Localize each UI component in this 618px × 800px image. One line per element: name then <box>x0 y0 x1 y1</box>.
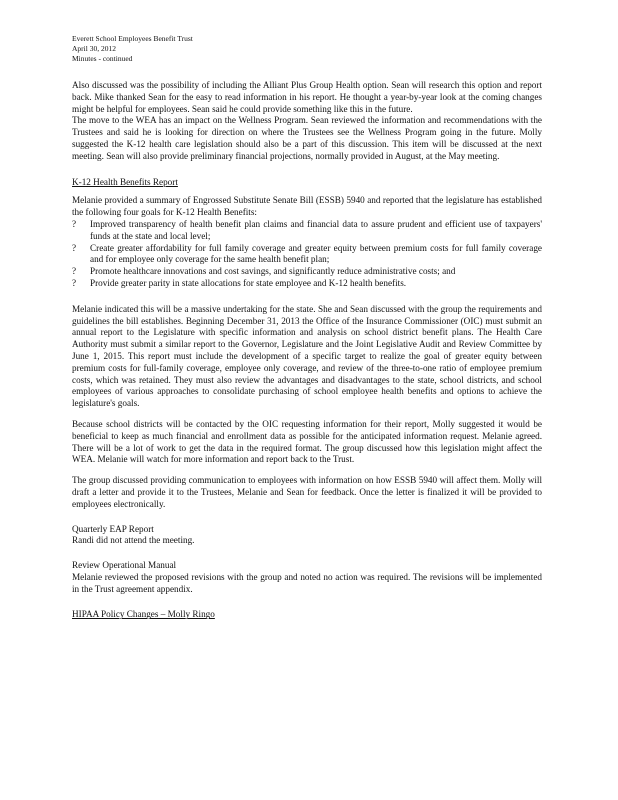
section-heading-hipaa: HIPAA Policy Changes – Molly Ringo <box>72 609 215 620</box>
paragraph-oic-data: Because school districts will be contacted by the OIC requesting information for their report, Molly suggested it would be beneficial to keep as much financial and enrollment data as possible for the anticipated information request. Melanie agreed. There will be a lot of work to get the data in the required format. The group discussed how this legislation might affect the WEA. Melanie will watch for more information and report back to the Trust. <box>72 418 542 465</box>
section-title-operational-manual: Review Operational Manual <box>72 560 177 571</box>
header-minutes-label: Minutes - continued <box>72 54 133 63</box>
paragraph-wellness-program: The move to the WEA has an impact on the Wellness Program. Sean reviewed the information and recommendations with the Trustees and said he is looking for direction on where the Trustees see the Wellness Program going in the future. Molly suggested the K-12 health care legislation should also be a part of this discussion. This item will be discussed at the next meeting. Sean will also provide preliminary financial projections, normally provided in August, at the May meeting. <box>72 115 542 161</box>
document-header <box>72 34 542 64</box>
section-title-eap: Quarterly EAP Report <box>72 523 154 534</box>
list-item: ? Improved transparency of health benefit plan claims and financial data to assure prudent and efficient use of taxpayers' funds at the state and local level; <box>72 218 542 241</box>
list-item: ? Provide greater parity in state allocations for state employee and K-12 health benefits. <box>72 277 407 288</box>
list-item: ? Promote healthcare innovations and cost savings, and significantly reduce administrative costs; and <box>72 266 456 277</box>
header-date: April 30, 2012 <box>72 44 116 53</box>
paragraph-alliant-option: Also discussed was the possibility of including the Alliant Plus Group Health option. Sean will research this option and report back. Mike thanked Sean for the easy to read information in his report. He thought a year-by-year look at the coming changes might be helpful for employees. Sean said he could provide something like this in the future. <box>72 80 542 114</box>
bullet-marker: ? <box>72 266 77 277</box>
list-item: ? Create greater affordability for full family coverage and greater equity between premium costs for full family coverage and for employee only coverage for the same health benefit plan; <box>72 242 542 265</box>
paragraph-eap: Randi did not attend the meeting. <box>72 535 195 546</box>
paragraph-communication: The group discussed providing communication to employees with information on how ESSB 5940 will affect them. Molly will draft a letter and provide it to the Trustees, Melanie and Sean for feedback. Once the letter is finalized it will be provided to employees electronically. <box>72 475 542 509</box>
bullet-marker: ? <box>72 242 77 253</box>
k12-goals-list <box>72 219 542 290</box>
document-page <box>72 34 542 621</box>
header-organization: Everett School Employees Benefit Trust <box>72 34 193 43</box>
paragraph-operational-manual: Melanie reviewed the proposed revisions with the group and noted no action was required. The revisions will be implemented in the Trust agreement appendix. <box>72 571 542 594</box>
paragraph-esbb-requirements: Melanie indicated this will be a massive undertaking for the state. She and Sean discussed with the group the requirements and guidelines the bill establishes. Beginning December 31, 2013 the Office of the Insurance Commissioner (OIC) must submit an annual report to the Legislature with specific information and analysis on school district benefit plans. The Health Care Authority must submit a similar report to the Governor, Legislature and the Joint Legislative Audit and Review Committee by June 1, 2015. This report must include the development of a specific target to realize the goal of greater equity between premium costs for full-family coverage, employee only coverage, and review of the three-to-one ratio of employee premium costs, which was retained. They must also review the advantages and disadvantages to the state, school districts, and school employees of various approaches to consolidate purchasing of school employee health benefits and options to achieve the legislature's goals. <box>72 303 542 409</box>
paragraph-k12-intro: Melanie provided a summary of Engrossed Substitute Senate Bill (ESSB) 5940 and reported that the legislature has established the following four goals for K-12 Health Benefits: <box>72 195 542 218</box>
bullet-marker: ? <box>72 218 77 229</box>
section-heading-k12: K-12 Health Benefits Report <box>72 176 178 187</box>
bullet-marker: ? <box>72 277 77 288</box>
